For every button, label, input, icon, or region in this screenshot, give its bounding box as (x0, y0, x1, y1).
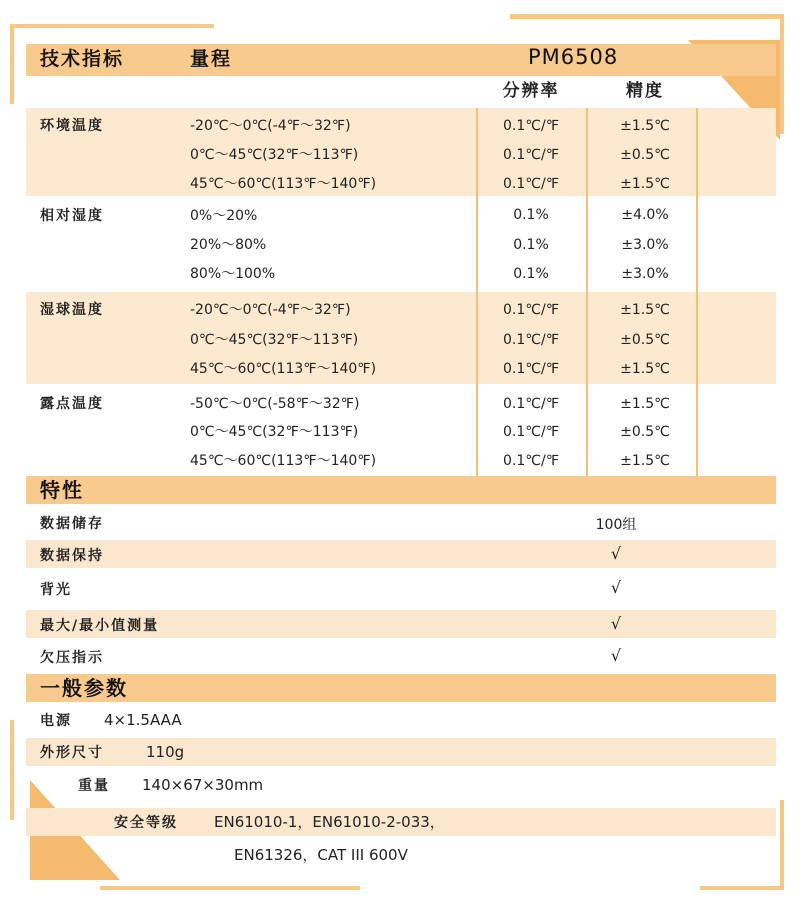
feature-row (26, 610, 776, 638)
spec-range: 0℃～45℃(32℉～113℉) (190, 332, 359, 348)
safety-value-line2: EN61326，CAT III 600V (234, 846, 408, 864)
accuracy-header: 精度 (626, 81, 664, 101)
frame-right-line (780, 14, 784, 134)
weight-value: 140×67×30mm (142, 776, 264, 794)
feature-name: 数据保持 (40, 548, 104, 564)
spec-accuracy: ±1.5℃ (620, 118, 670, 134)
features-header-bar (26, 476, 776, 504)
general-title: 一般参数 (40, 676, 128, 700)
feature-row (26, 508, 776, 536)
header-range-label: 量程 (190, 48, 233, 70)
model-number: PM6508 (528, 45, 619, 69)
spec-accuracy: ±1.5℃ (620, 361, 670, 377)
spec-range: 45℃～60℃(113℉～140℉) (190, 176, 377, 192)
spec-accuracy: ±1.5℃ (620, 453, 670, 469)
header-spec-label: 技术指标 (40, 48, 125, 70)
spec-accuracy: ±1.5℃ (620, 302, 670, 318)
feature-name: 背光 (40, 582, 72, 598)
column-divider-mid (586, 108, 588, 476)
spec-range: -50℃～0℃(-58℉～32℉) (190, 396, 360, 412)
spec-range: -20℃～0℃(-4℉～32℉) (190, 118, 351, 134)
spec-range: 45℃～60℃(113℉～140℉) (190, 361, 377, 377)
spec-resolution: 0.1℃/℉ (502, 302, 560, 318)
spec-resolution: 0.1℃/℉ (502, 147, 560, 163)
feature-row (26, 574, 776, 602)
weight-label: 重量 (78, 778, 110, 794)
spec-accuracy: ±0.5℃ (620, 424, 670, 440)
safety-value-line1: EN61010-1，EN61010-2-033， (214, 813, 445, 831)
size-value: 110g (146, 743, 185, 761)
spec-accuracy: ±1.5℃ (620, 176, 670, 192)
spec-range: 45℃～60℃(113℉～140℉) (190, 453, 377, 469)
feature-value: 100组 (595, 517, 637, 533)
spec-accuracy: ±1.5℃ (620, 396, 670, 412)
spec-resolution: 0.1% (513, 207, 549, 223)
feature-name: 数据储存 (40, 516, 104, 532)
safety-label: 安全等级 (114, 815, 178, 831)
spec-range: 0℃～45℃(32℉～113℉) (190, 147, 359, 163)
power-label: 电源 (40, 713, 72, 729)
spec-label-ambient-temp: 环境温度 (40, 118, 104, 134)
spec-label-wetbulb-temp: 湿球温度 (40, 302, 104, 318)
feature-row (26, 540, 776, 568)
frame-top-left-line (14, 24, 214, 28)
spec-resolution: 0.1℃/℉ (502, 176, 560, 192)
spec-resolution: 0.1℃/℉ (502, 424, 560, 440)
spec-resolution: 0.1℃/℉ (502, 118, 560, 134)
feature-name: 最大/最小值测量 (40, 618, 160, 634)
feature-name: 欠压指示 (40, 650, 104, 666)
spec-accuracy: ±0.5℃ (620, 332, 670, 348)
frame-bottom-line (100, 886, 360, 890)
power-value: 4×1.5AAA (104, 711, 182, 729)
frame-bottom-right-line (700, 886, 782, 890)
spec-resolution: 0.1℃/℉ (502, 396, 560, 412)
spec-range: 0℃～45℃(32℉～113℉) (190, 424, 359, 440)
general-band-size (26, 738, 776, 766)
spec-label-humidity: 相对湿度 (40, 208, 104, 224)
spec-range: 80%～100% (190, 266, 276, 282)
features-title: 特性 (40, 478, 84, 502)
spec-range: 0%～20% (190, 208, 258, 224)
spec-range: 20%～80% (190, 237, 267, 253)
size-label: 外形尺寸 (40, 745, 104, 761)
resolution-header: 分辨率 (502, 81, 560, 101)
check-icon: √ (610, 614, 622, 633)
frame-right-bottom-line (780, 800, 784, 890)
feature-row (26, 642, 776, 670)
spec-resolution: 0.1% (513, 266, 549, 282)
spec-resolution: 0.1% (513, 237, 549, 253)
spec-header-bar (26, 44, 776, 76)
spec-accuracy: ±3.0% (621, 266, 669, 282)
spec-resolution: 0.1℃/℉ (502, 332, 560, 348)
frame-left-line (10, 24, 14, 104)
spec-resolution: 0.1℃/℉ (502, 361, 560, 377)
spec-accuracy: ±3.0% (621, 237, 669, 253)
spec-accuracy: ±4.0% (621, 207, 669, 223)
check-icon: √ (610, 578, 622, 597)
spec-accuracy: ±0.5℃ (620, 147, 670, 163)
spec-resolution: 0.1℃/℉ (502, 453, 560, 469)
frame-left-bottom-line (10, 720, 14, 820)
general-header-bar (26, 674, 776, 702)
check-icon: √ (610, 646, 622, 665)
spec-range: -20℃～0℃(-4℉～32℉) (190, 302, 351, 318)
frame-top-line (510, 14, 780, 19)
spec-label-dewpoint-temp: 露点温度 (40, 396, 104, 412)
check-icon: √ (610, 544, 622, 563)
